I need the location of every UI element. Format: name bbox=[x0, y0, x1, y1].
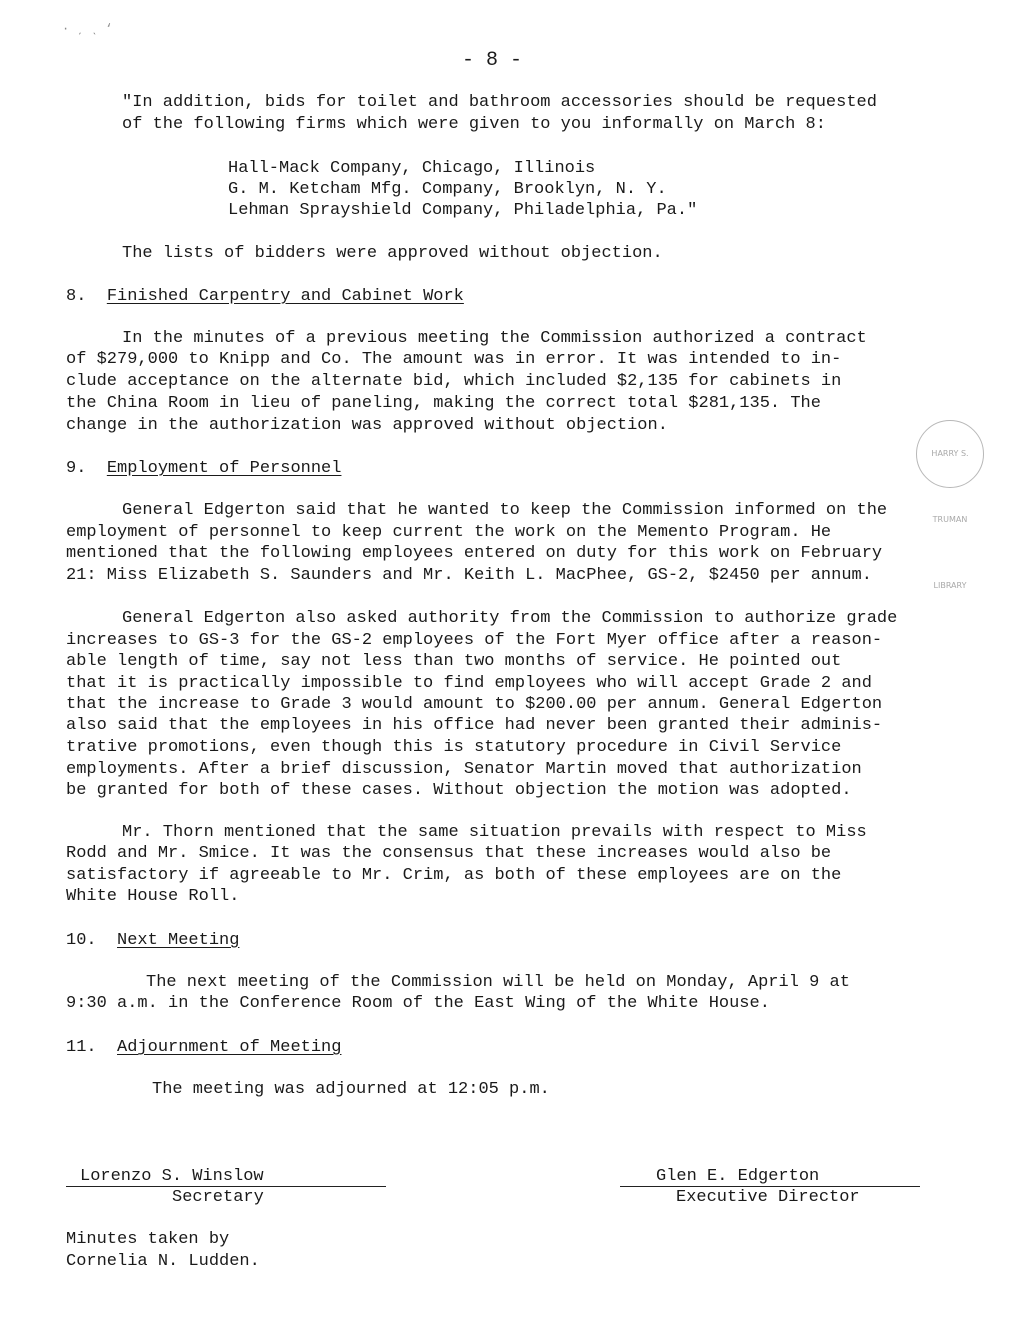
paragraph-line: be granted for both of these cases. Without objection the motion was adopted. bbox=[66, 781, 852, 800]
paragraph-line: that it is practically impossible to find employees who will accept Grade 2 and bbox=[66, 674, 872, 693]
intro-line-1: "In addition, bids for toilet and bathroom accessories should be requested bbox=[122, 93, 877, 112]
paragraph-line: mentioned that the following employees entered on duty for this work on February bbox=[66, 544, 883, 563]
approval-line: The lists of bidders were approved without objection. bbox=[122, 244, 663, 263]
paragraph-line: of $279,000 to Knipp and Co. The amount was in error. It was intended to in- bbox=[66, 350, 842, 369]
section-title: Finished Carpentry and Cabinet Work bbox=[106, 287, 464, 306]
minutes-by-name: Cornelia N. Ludden. bbox=[66, 1252, 260, 1271]
scan-smudge: · ˏ ˎ ‘ bbox=[62, 22, 113, 36]
paragraph-line: clude acceptance on the alternate bid, which included $2,135 for cabinets in bbox=[66, 372, 842, 391]
firm-item: Hall-Mack Company, Chicago, Illinois bbox=[228, 159, 596, 178]
paragraph-line: 9:30 a.m. in the Conference Room of the East Wing of the White House. bbox=[66, 994, 770, 1013]
paragraph-line: trative promotions, even though this is statutory procedure in Civil Service bbox=[66, 738, 842, 757]
section-number: 9. bbox=[66, 459, 87, 478]
paragraph-line: In the minutes of a previous meeting the Commission authorized a contract bbox=[122, 329, 867, 348]
intro-line-2: of the following firms which were given to you informally on March 8: bbox=[122, 115, 826, 134]
stamp-text: HARRY S. TRUMAN LIBRARY bbox=[931, 449, 969, 590]
section-title: Adjournment of Meeting bbox=[117, 1038, 342, 1057]
paragraph-line: Mr. Thorn mentioned that the same situation prevails with respect to Miss bbox=[122, 823, 867, 842]
signature-left-title: Secretary bbox=[172, 1188, 264, 1207]
library-stamp-icon bbox=[916, 420, 984, 590]
section-title: Next Meeting bbox=[117, 931, 240, 950]
paragraph-line: the China Room in lieu of paneling, making the correct total $281,135. The bbox=[66, 394, 821, 413]
section-heading-9 bbox=[66, 458, 341, 480]
minutes-by-label: Minutes taken by bbox=[66, 1230, 230, 1249]
section-heading-11 bbox=[66, 1037, 341, 1059]
firm-item: G. M. Ketcham Mfg. Company, Brooklyn, N. Y. bbox=[228, 180, 667, 199]
section-number: 11. bbox=[66, 1038, 97, 1057]
paragraph-line: Rodd and Mr. Smice. It was the consensus that these increases would also be bbox=[66, 844, 832, 863]
paragraph-line: employments. After a brief discussion, Senator Martin moved that authorization bbox=[66, 760, 862, 779]
signature-left-name: Lorenzo S. Winslow bbox=[80, 1167, 264, 1186]
firm-item: Lehman Sprayshield Company, Philadelphia, Pa." bbox=[228, 201, 698, 220]
page-number: - 8 - bbox=[462, 49, 523, 72]
paragraph-line: increases to GS-3 for the GS-2 employees of the Fort Myer office after a reason- bbox=[66, 631, 883, 650]
section-number: 10. bbox=[66, 931, 97, 950]
paragraph-line: satisfactory if agreeable to Mr. Crim, as both of these employees are on the bbox=[66, 866, 842, 885]
paragraph-line: The next meeting of the Commission will be held on Monday, April 9 at bbox=[146, 973, 850, 992]
paragraph-line: The meeting was adjourned at 12:05 p.m. bbox=[152, 1080, 550, 1099]
paragraph-line: General Edgerton also asked authority from the Commission to authorize grade bbox=[122, 609, 898, 628]
paragraph-line: 21: Miss Elizabeth S. Saunders and Mr. Keith L. MacPhee, GS-2, $2450 per annum. bbox=[66, 566, 872, 585]
paragraph-line: that the increase to Grade 3 would amount to $200.00 per annum. General Edgerton bbox=[66, 695, 883, 714]
section-number: 8. bbox=[66, 287, 87, 306]
paragraph-line: change in the authorization was approved without objection. bbox=[66, 416, 668, 435]
paragraph-line: employment of personnel to keep current the work on the Memento Program. He bbox=[66, 523, 832, 542]
section-title: Employment of Personnel bbox=[106, 459, 342, 478]
paragraph-line: General Edgerton said that he wanted to keep the Commission informed on the bbox=[122, 501, 888, 520]
paragraph-line: also said that the employees in his office had never been granted their adminis- bbox=[66, 716, 883, 735]
paragraph-line: White House Roll. bbox=[66, 887, 240, 906]
section-heading-8 bbox=[66, 286, 464, 308]
signature-right-title: Executive Director bbox=[676, 1188, 860, 1207]
paragraph-line: able length of time, say not less than two months of service. He pointed out bbox=[66, 652, 842, 671]
section-heading-10 bbox=[66, 930, 239, 952]
signature-right-name: Glen E. Edgerton bbox=[656, 1167, 820, 1186]
